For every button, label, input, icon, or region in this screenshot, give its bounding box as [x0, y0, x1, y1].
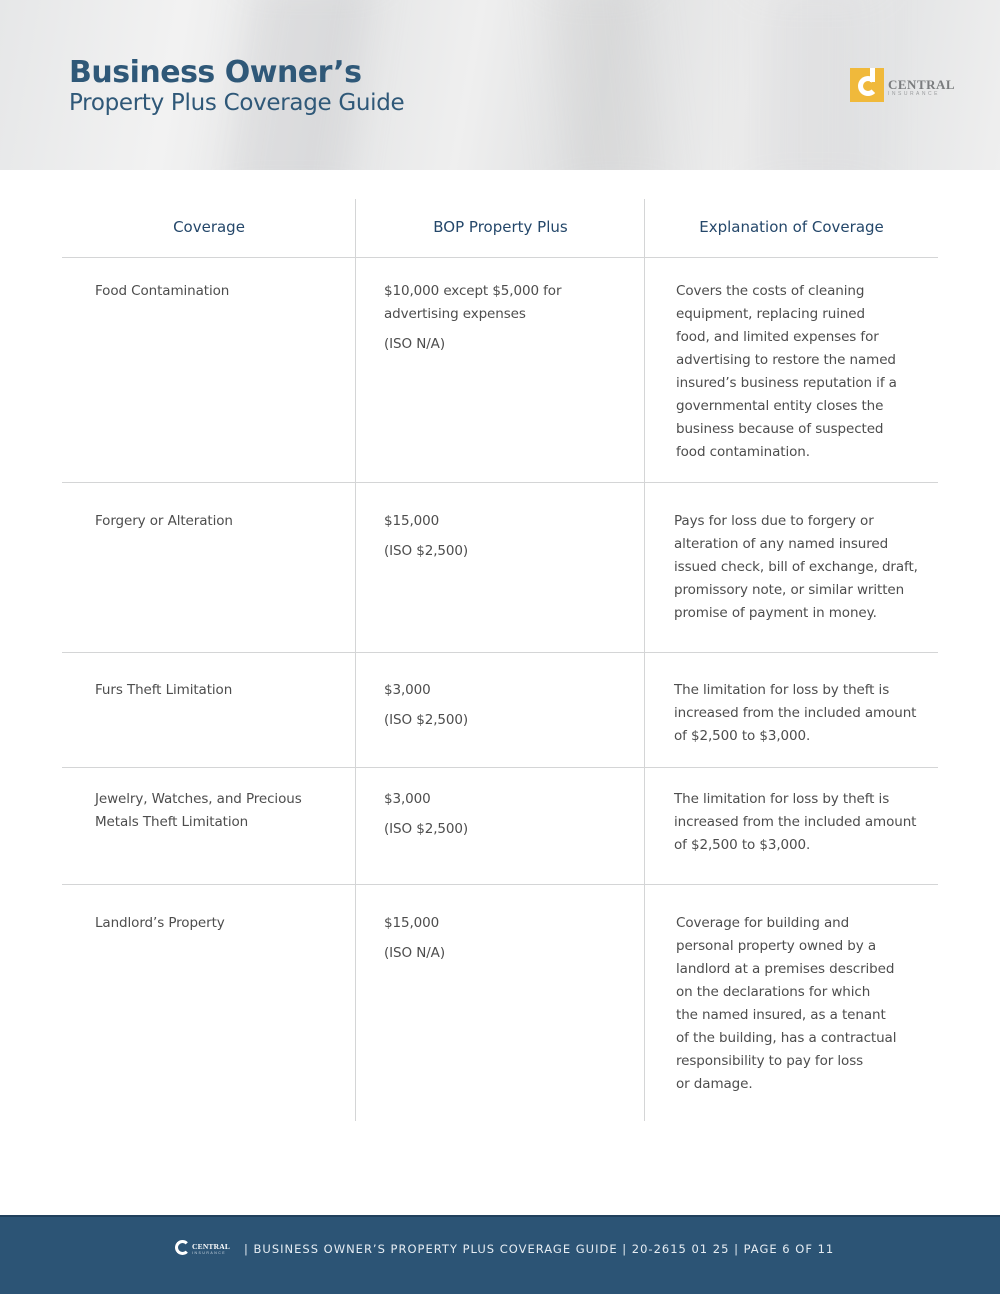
table-row-limit: $15,000 (ISO N/A)	[384, 912, 445, 965]
column-header-coverage: Coverage	[173, 218, 245, 236]
table-row-coverage: Forgery or Alteration	[95, 513, 233, 529]
table-row-explanation: The limitation for loss by theft is increased from the included amount of $2,500 to $3,000.	[674, 791, 917, 853]
table-row-explanation: Covers the costs of cleaning equipment, replacing ruined food, and limited expenses for advertising to restore the named insured’s business reputation if a governmental entity closes the business because of suspected food contamination.	[676, 283, 897, 460]
header-banner	[0, 0, 1000, 170]
logo-name: CENTRAL	[888, 77, 956, 92]
row-divider	[62, 482, 938, 483]
table-row-coverage: Landlord’s Property	[95, 915, 225, 931]
row-divider	[62, 767, 938, 768]
table-row-limit: $10,000 except $5,000 for advertising expenses (ISO N/A)	[384, 280, 561, 356]
page-title: Business Owner’s	[69, 55, 362, 90]
iso-limit: (ISO $2,500)	[384, 543, 469, 559]
footer-text: | BUSINESS OWNER’S PROPERTY PLUS COVERAGE GUIDE | 20-2615 01 25 | PAGE 6 OF 11	[244, 1242, 835, 1256]
iso-limit: (ISO N/A)	[384, 336, 445, 352]
table-row-coverage: Jewelry, Watches, and Precious Metals Theft Limitation	[95, 791, 302, 830]
column-divider	[355, 199, 356, 1121]
row-divider	[62, 884, 938, 885]
column-divider	[644, 199, 645, 1121]
page-footer	[0, 1215, 1000, 1294]
footer-logo	[175, 1240, 231, 1256]
footer-logo-name: CENTRAL	[192, 1242, 231, 1251]
iso-limit: (ISO N/A)	[384, 945, 445, 961]
table-row-coverage: Food Contamination	[95, 283, 230, 299]
column-header-bop-property-plus: BOP Property Plus	[433, 218, 568, 236]
table-row-limit: $3,000 (ISO $2,500)	[384, 788, 468, 841]
page-subtitle: Property Plus Coverage Guide	[69, 90, 405, 116]
column-header-explanation: Explanation of Coverage	[699, 218, 884, 236]
table-row-explanation: Pays for loss due to forgery or alteration of any named insured issued check, bill of exchange, draft, promissory note, or similar written promise of payment in money.	[674, 513, 918, 621]
table-row-explanation: Coverage for building and personal property owned by a landlord at a premises described on the declarations for which the named insured, as a tenant of the building, has a contractual responsibility to pay for loss or damage.	[676, 915, 897, 1092]
table-row-limit: $3,000 (ISO $2,500)	[384, 679, 468, 732]
footer-logo-tagline: INSURANCE	[192, 1251, 227, 1255]
logo-tagline: INSURANCE	[888, 91, 940, 97]
table-row-explanation: The limitation for loss by theft is increased from the included amount of $2,500 to $3,000.	[674, 682, 917, 744]
central-c-logo-icon	[175, 1240, 190, 1255]
iso-limit: (ISO $2,500)	[384, 821, 469, 837]
company-logo	[850, 68, 962, 102]
row-divider	[62, 257, 938, 258]
table-row-coverage: Furs Theft Limitation	[95, 682, 233, 698]
central-c-logo-icon	[850, 68, 884, 102]
table-row-limit: $15,000 (ISO $2,500)	[384, 510, 468, 563]
row-divider	[62, 652, 938, 653]
iso-limit: (ISO $2,500)	[384, 712, 469, 728]
